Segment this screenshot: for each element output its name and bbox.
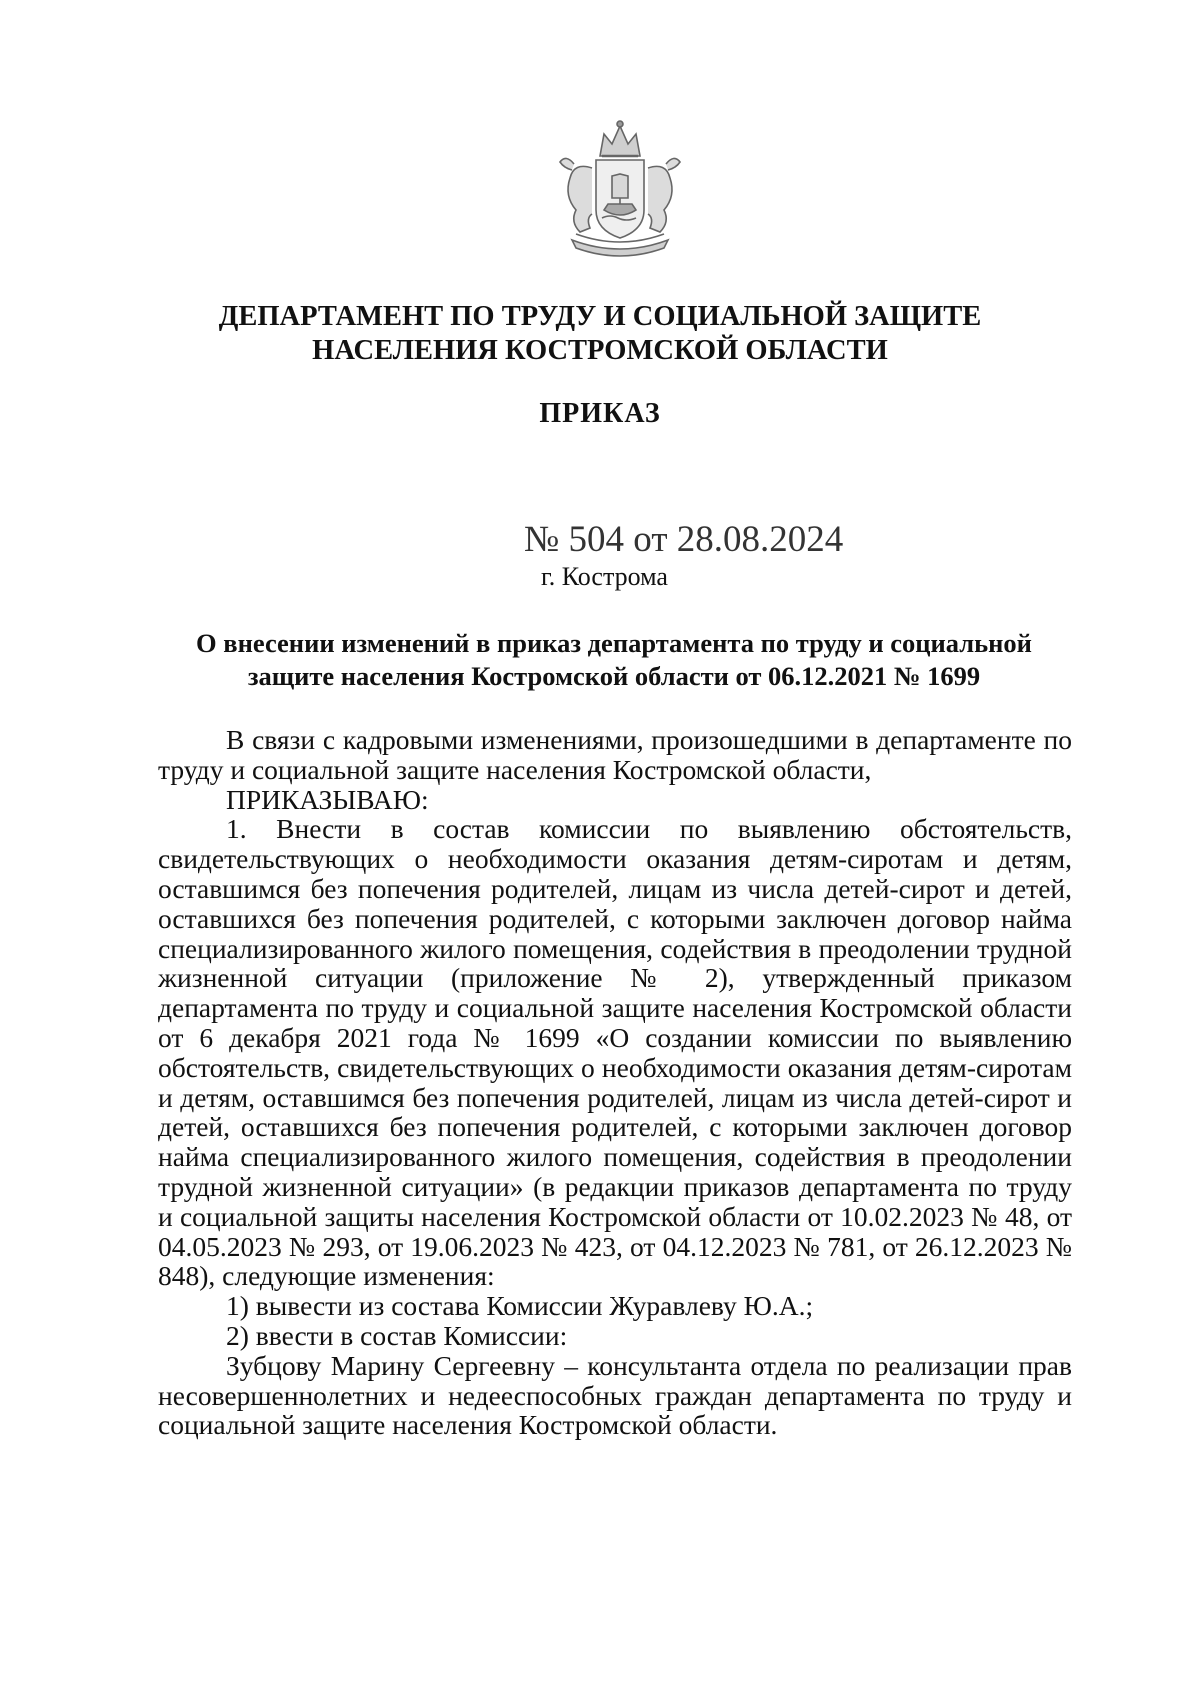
appointee-paragraph: Зубцову Марину Сергеевну – консультанта отдела по реализации прав несовершеннолетних и недееспособных граждан департамента по труду и социальной защите населения Костромской области. — [158, 1349, 1072, 1441]
department-line-2: НАСЕЛЕНИЯ КОСТРОМСКОЙ ОБЛАСТИ — [312, 335, 888, 366]
sub-item-2: 2) ввести в состав Комиссии: — [226, 1319, 568, 1351]
subject-line-2: защите населения Костромской области от 06.12.2021 № 1699 — [247, 661, 981, 691]
order-directive: ПРИКАЗЫВАЮ: — [226, 783, 429, 815]
order-city: г. Кострома — [541, 562, 668, 591]
department-line-1: ДЕПАРТАМЕНТ ПО ТРУДУ И СОЦИАЛЬНОЙ ЗАЩИТЕ — [218, 301, 982, 332]
order-subject — [150, 627, 1078, 693]
coat-of-arms-icon — [546, 118, 694, 258]
department-name — [150, 300, 1050, 368]
order-number-date: № 504 от 28.08.2024 — [524, 519, 844, 560]
intro-paragraph: В связи с кадровыми изменениями, произошедшими в департаменте по труду и социальной защите населения Костромской области, — [158, 724, 1072, 785]
item-1-paragraph: 1. Внести в состав комиссии по выявлению обстоятельств, свидетельствующих о необходимости оказания детям-сиротам и детям, оставшимся без попечения родителей, лицам из числа детей-сирот и детей, оставшихся без попечения родителей, с которыми заключен договор найма специализированного жилого помещения, содействия в преодолении трудной жизненной ситуации (приложение № 2), утвержденный приказом департамента по труду и социальной защите населения Костромской области от 6 декабря 2021 года № 1699 «О создании комиссии по выявлению обстоятельств, свидетельствующих о необходимости оказания детям-сиротам и детям, оставшимся без попечения родителей, лицам из числа детей-сирот и детей, оставшихся без попечения родителей, с которыми заключен договор найма специализированного жилого помещения, содействия в преодолении трудной жизненной ситуации» (в редакции приказов департамента по труду и социальной защиты населения Костромской области от 10.02.2023 № 48, от 04.05.2023 № 293, от 19.06.2023 № 423, от 04.12.2023 № 781, от 26.12.2023 № 848), следующие изменения: — [158, 813, 1072, 1292]
sub-item-1: 1) вывести из состава Комиссии Журавлеву Ю.А.; — [226, 1290, 814, 1322]
order-body — [158, 725, 1072, 1440]
subject-line-1: О внесении изменений в приказ департамента по труду и социальной — [196, 628, 1032, 658]
document-type: ПРИКАЗ — [539, 398, 661, 429]
